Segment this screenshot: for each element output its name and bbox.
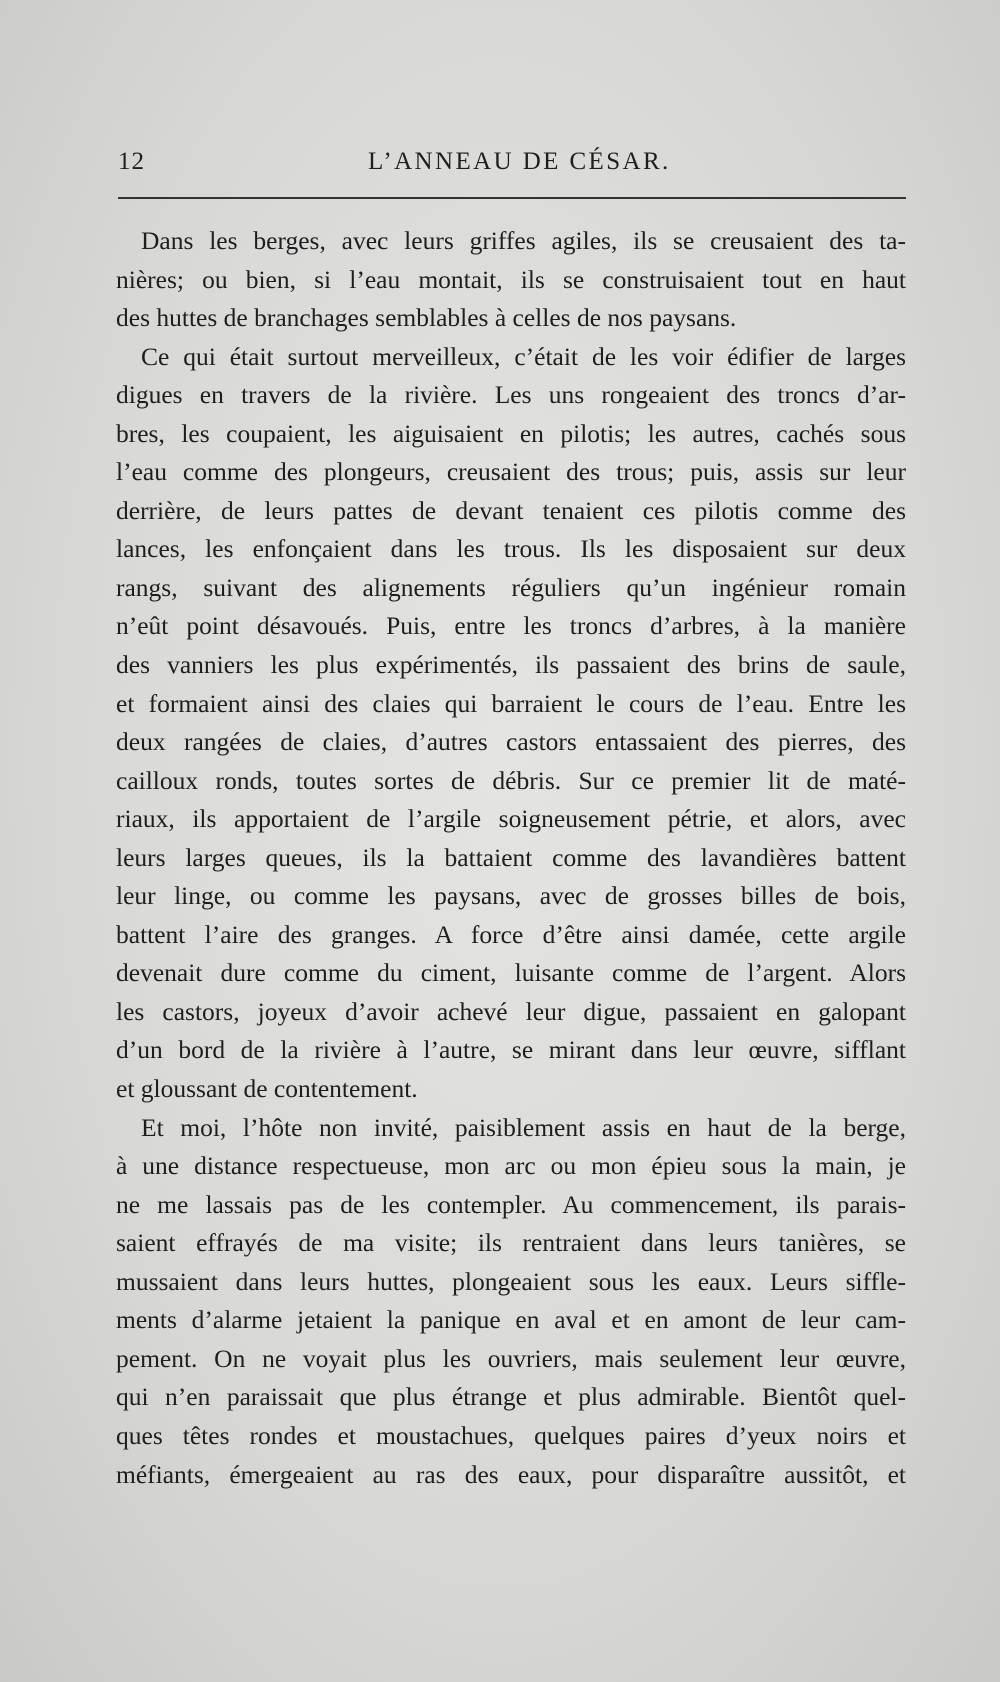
text-line: l’eau comme des plongeurs, creusaient des trous; puis, assis sur leur [116, 457, 906, 487]
text-line: qui n’en paraissait que plus étrange et plus admirable. Bientôt quel- [116, 1382, 906, 1412]
text-line: bres, les coupaient, les aiguisaient en pilotis; les autres, cachés sous [116, 418, 906, 448]
text-line: digues en travers de la rivière. Les uns rongeaient des troncs d’ar- [116, 380, 906, 410]
body-text [116, 222, 906, 1494]
text-line: ments d’alarme jetaient la panique en aval et en amont de leur cam- [116, 1305, 906, 1335]
text-line: devenait dure comme du ciment, luisante comme de l’argent. Alors [116, 958, 906, 988]
text-line: Ce qui était surtout merveilleux, c’était de les voir édifier de larges [141, 341, 906, 371]
text-line: méfiants, émergeaient au ras des eaux, pour disparaître aussitôt, et [116, 1459, 906, 1489]
text-line: riaux, ils apportaient de l’argile soigneusement pétrie, et alors, avec [116, 804, 906, 834]
text-line: battent l’aire des granges. A force d’être ainsi damée, cette argile [116, 919, 906, 949]
running-title: L’ANNEAU DE CÉSAR. [368, 148, 671, 175]
page-header [118, 148, 904, 182]
text-line: rangs, suivant des alignements réguliers qu’un ingénieur romain [116, 572, 906, 602]
text-line: leur linge, ou comme les paysans, avec de grosses billes de bois, [116, 881, 906, 911]
header-rule [118, 197, 906, 199]
text-line: à une distance respectueuse, mon arc ou mon épieu sous la main, je [116, 1151, 906, 1181]
text-line: et gloussant de contentement. [116, 1074, 418, 1104]
text-line: nières; ou bien, si l’eau montait, ils se construisaient tout en haut [116, 264, 906, 294]
text-line: Et moi, l’hôte non invité, paisiblement assis en haut de la berge, [141, 1112, 906, 1142]
text-line: d’un bord de la rivière à l’autre, se mirant dans leur œuvre, sifflant [116, 1035, 906, 1065]
text-line: deux rangées de claies, d’autres castors entassaient des pierres, des [116, 727, 906, 757]
text-line: et formaient ainsi des claies qui barraient le cours de l’eau. Entre les [116, 688, 906, 718]
text-line: cailloux ronds, toutes sortes de débris. Sur ce premier lit de maté- [116, 765, 906, 795]
page-number: 12 [118, 148, 145, 175]
text-line: des vanniers les plus expérimentés, ils passaient des brins de saule, [116, 650, 906, 680]
text-line: derrière, de leurs pattes de devant tenaient ces pilotis comme des [116, 495, 906, 525]
text-line: saient effrayés de ma visite; ils rentraient dans leurs tanières, se [116, 1228, 906, 1258]
text-line: ques têtes rondes et moustachues, quelques paires d’yeux noirs et [116, 1420, 906, 1450]
text-line: les castors, joyeux d’avoir achevé leur digue, passaient en galopant [116, 996, 906, 1026]
text-line: des huttes de branchages semblables à celles de nos paysans. [116, 303, 737, 333]
text-line: n’eût point désavoués. Puis, entre les troncs d’arbres, à la manière [116, 611, 906, 641]
text-line: Dans les berges, avec leurs griffes agiles, ils se creusaient des ta- [141, 226, 906, 255]
text-line: ne me lassais pas de les contempler. Au commencement, ils parais- [116, 1189, 906, 1219]
text-line: mussaient dans leurs huttes, plongeaient sous les eaux. Leurs siffle- [116, 1266, 906, 1296]
text-line: lances, les enfonçaient dans les trous. Ils les disposaient sur deux [116, 534, 906, 564]
text-line: pement. On ne voyait plus les ouvriers, mais seulement leur œuvre, [116, 1343, 906, 1373]
text-line: leurs larges queues, ils la battaient comme des lavandières battent [116, 842, 906, 872]
